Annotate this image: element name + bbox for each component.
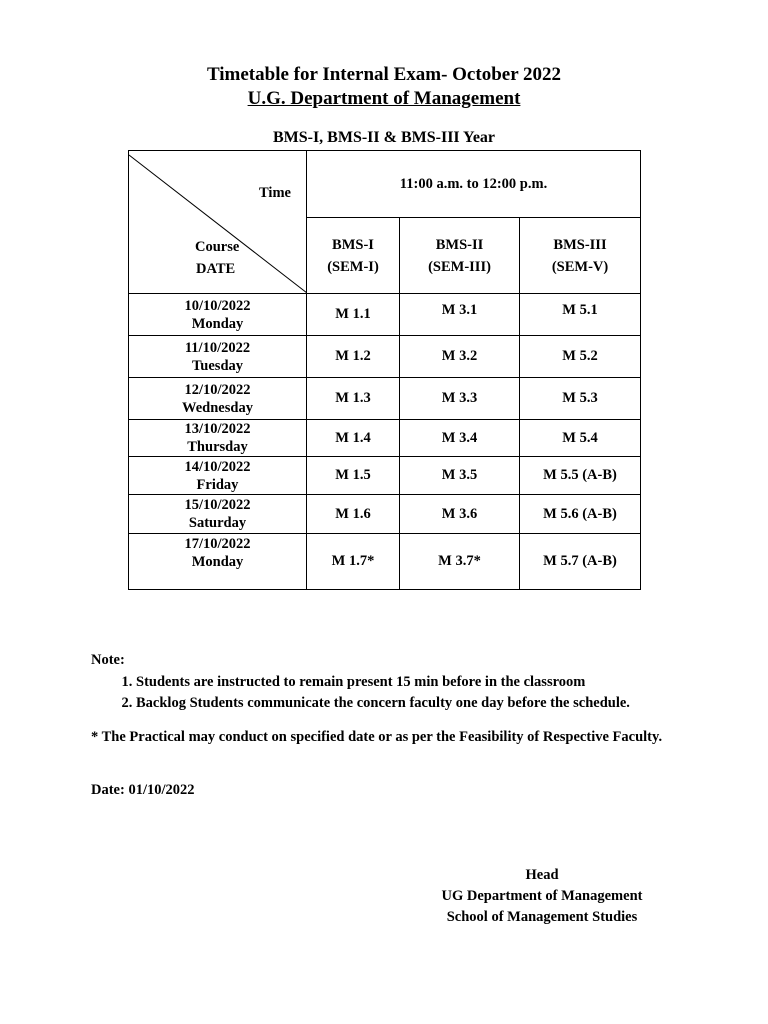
row-date: 11/10/2022: [184, 339, 251, 356]
course-code-cell: M 1.4: [307, 420, 400, 457]
row-day: Monday: [191, 554, 244, 570]
table-row: [129, 294, 641, 336]
table-row: [129, 336, 641, 378]
course-code-cell: M 5.4: [520, 420, 641, 457]
column-header-name: BMS-II: [435, 236, 484, 253]
course-code-cell: M 5.1: [520, 294, 641, 336]
course-code-cell: M 3.5: [400, 457, 520, 495]
date-label: DATE: [196, 261, 236, 277]
course-code-cell: M 5.2: [520, 336, 641, 378]
date-cell: [129, 534, 307, 590]
row-date: 17/10/2022: [184, 536, 251, 552]
row-day: Wednesday: [182, 399, 253, 416]
table-row: [129, 420, 641, 457]
date-cell: [129, 378, 307, 420]
table-row: [129, 495, 641, 534]
course-code-cell: M 3.3: [400, 378, 520, 420]
course-code-cell: M 3.2: [400, 336, 520, 378]
course-code-cell: M 3.7*: [400, 534, 520, 590]
course-code-cell: M 1.6: [307, 495, 400, 534]
column-header-name: BMS-III: [553, 236, 607, 253]
course-code-cell: M 3.6: [400, 495, 520, 534]
time-slot-header: 11:00 a.m. to 12:00 p.m.: [307, 151, 641, 218]
column-header-sem: (SEM-III): [428, 258, 491, 275]
column-header-sem: (SEM-V): [551, 258, 609, 275]
date-cell: [129, 294, 307, 336]
document-title: Timetable for Internal Exam- October 2022: [206, 64, 562, 85]
column-header-bms3: [520, 218, 641, 294]
table-row: [129, 378, 641, 420]
notes-section: [91, 652, 630, 714]
course-code-cell: M 5.6 (A-B): [520, 495, 641, 534]
course-code-cell: M 1.2: [307, 336, 400, 378]
course-code-cell: M 1.5: [307, 457, 400, 495]
table-subtitle: BMS-I, BMS-II & BMS-III Year: [272, 129, 496, 146]
course-code-cell: M 5.3: [520, 378, 641, 420]
course-code-cell: M 1.3: [307, 378, 400, 420]
row-date: 12/10/2022: [184, 381, 251, 398]
course-code-cell: M 3.4: [400, 420, 520, 457]
date-cell: [129, 420, 307, 457]
column-header-bms2: [400, 218, 520, 294]
row-day: Thursday: [187, 439, 248, 455]
course-code-cell: M 5.7 (A-B): [520, 534, 641, 590]
date-cell: [129, 336, 307, 378]
column-header-sem: (SEM-I): [327, 258, 379, 275]
row-date: 10/10/2022: [184, 297, 251, 314]
course-code-cell: M 3.1: [400, 294, 520, 336]
signature-block: [400, 865, 684, 928]
row-date: 13/10/2022: [184, 421, 251, 437]
department-title: [0, 88, 768, 110]
issue-date: Date: 01/10/2022: [91, 782, 195, 798]
course-label: Course: [195, 239, 240, 255]
signature-department: UG Department of Management: [441, 888, 643, 904]
note-item: 1. Students are instructed to remain present 15 min before in the classroom: [136, 672, 630, 693]
row-day: Saturday: [188, 515, 247, 531]
row-day: Friday: [196, 476, 239, 493]
column-header-name: BMS-I: [332, 236, 374, 253]
practical-footnote: * The Practical may conduct on specified date or as per the Feasibility of Respective Faculty.: [91, 729, 663, 745]
course-code-cell: M 1.7*: [307, 534, 400, 590]
date-cell: [129, 457, 307, 495]
corner-header-cell: [129, 151, 307, 294]
row-day: Monday: [191, 315, 244, 332]
table-row: [129, 457, 641, 495]
column-header-bms1: [307, 218, 400, 294]
notes-heading: Note:: [91, 652, 125, 668]
signature-school: School of Management Studies: [446, 909, 638, 925]
course-code-cell: M 5.5 (A-B): [520, 457, 641, 495]
signature-title: Head: [525, 867, 559, 883]
course-code-cell: M 1.1: [307, 294, 400, 336]
table-row: [129, 534, 641, 590]
timetable: [128, 150, 641, 590]
row-day: Tuesday: [191, 357, 244, 374]
time-label: Time: [259, 185, 291, 201]
date-cell: [129, 495, 307, 534]
row-date: 14/10/2022: [184, 458, 251, 475]
notes-list: [91, 672, 630, 714]
note-item: 2. Backlog Students communicate the concern faculty one day before the schedule.: [136, 693, 630, 714]
row-date: 15/10/2022: [184, 497, 251, 513]
department-title-text: U.G. Department of Management: [247, 88, 521, 109]
